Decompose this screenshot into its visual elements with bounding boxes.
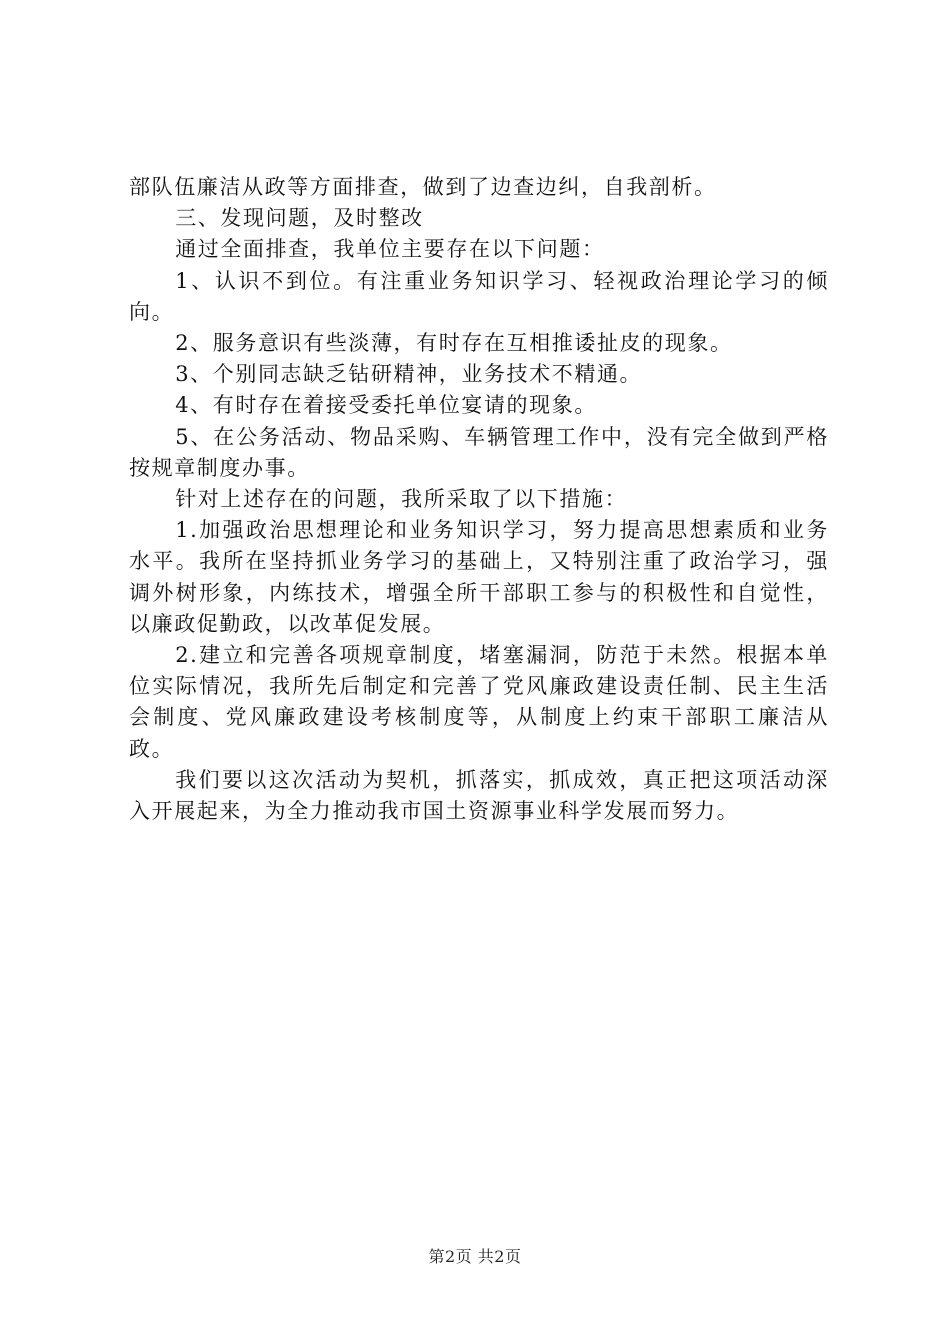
section-heading-3: 三、发现问题，及时整改 <box>175 206 424 231</box>
problem-item-5: 5、在公务活动、物品采购、车辆管理工作中，没有完全做到严格按规章制度办事。 <box>129 424 829 480</box>
measure-item-1: 1.加强政治思想理论和业务知识学习，努力提高思想素质和业务水平。我所在坚持抓业务学习的基础上，又特别注重了政治学习，强调外树形象，内练技术，增强全所干部职工参与的积极性和自觉性，以廉政促勤政，以改革促发展。 <box>129 518 829 636</box>
problem-item-4: 4、有时存在着接受委托单位宴请的现象。 <box>175 393 597 418</box>
problem-item-2: 2、服务意识有些淡薄，有时存在互相推诿扯皮的现象。 <box>175 331 733 356</box>
paragraph-conclusion: 我们要以这次活动为契机，抓落实，抓成效，真正把这项活动深入开展起来，为全力推动我市国土资源事业科学发展而努力。 <box>129 767 829 824</box>
problem-item-1: 1、认识不到位。有注重业务知识学习、轻视政治理论学习的倾向。 <box>129 268 829 324</box>
paragraph-1: 部队伍廉洁从政等方面排查，做到了边查边纠，自我剖析。 <box>129 175 717 199</box>
measure-item-2: 2.建立和完善各项规章制度，堵塞漏洞，防范于未然。根据本单位实际情况，我所先后制定和完善了党风廉政建设责任制、民主生活会制度、党风廉政建设考核制度等，从制度上约束干部职工廉洁从政。 <box>129 643 829 761</box>
page-number-footer: 第2页 共2页 <box>428 1247 522 1266</box>
paragraph-3: 通过全面排查，我单位主要存在以下问题： <box>175 237 605 262</box>
paragraph-measures-intro: 针对上述存在的问题，我所采取了以下措施： <box>175 487 628 512</box>
problem-item-3: 3、个别同志缺乏钻研精神，业务技术不精通。 <box>175 362 643 387</box>
document-body <box>129 172 829 827</box>
